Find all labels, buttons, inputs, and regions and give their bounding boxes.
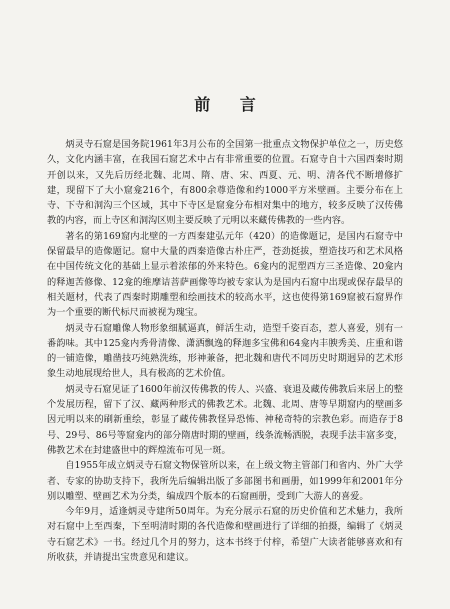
paragraph-3: 炳灵寺石窟雕像人物形象细腻逼真，鲜活生动，造型千姿百态，惹人喜爱，别有一番韵味。其中125龛内秀骨清像、潇洒飘逸的释迦多宝佛和64龛内丰腴秀美、庄重和谐的一铺造像，雕凿技巧纯熟洗练，形神兼备，把北魏和唐代不同历史时期迥异的艺术形象生动地展现给世人，具有极高的艺术价值。 (47, 322, 403, 380)
paragraph-5: 自1955年成立炳灵寺石窟文物保管所以来，在上级文物主管部门和省内、外广大学者、专家的协助支持下，我所先后编辑出版了多部图书和画册，如1999年和2001年分别以雕塑、壁画艺术为分类，编成四个版本的石窟画册，受到广大游人的喜爱。 (47, 460, 403, 502)
paragraph-1: 炳灵寺石窟是国务院1961年3月公布的全国第一批重点文物保护单位之一，历史悠久，文化内涵丰富，在我国石窟艺术中占有非常重要的位置。石窟寺自十六国西秦时期开创以来，又先后历经北魏、北周、隋、唐、宋、西夏、元、明、清各代不断增修扩建，现留下了大小窟龛216个，有800余尊造像和约1000平方米壁画。主要分布在上寺、下寺和洞沟三个区域，其中下寺区是窟龛分布相对集中的地方，较多反映了汉传佛教的内容，而上寺区和洞沟区则主要反映了元明以来藏传佛教的一些内容。 (47, 139, 403, 227)
paragraph-2: 著名的第169窟内北壁的一方西秦建弘元年（420）的造像题记，是国内石窟寺中保留最早的造像题记。窟中大量的西秦造像古朴庄严，苍劲挺拔，塑造技巧和艺术风格在中国传统文化的基础上显示着浓郁的外来特色。6龛内的泥塑西方三圣造像、20龛内的释迦苦修像、12龛的维摩诘菩萨画像等均被专家认为是国内石窟中出现或保存最早的相关题材，代表了西秦时期雕塑和绘画技术的较高水平，这也使得第169窟被石窟界作为一个重要的断代标尺而被视为瑰宝。 (47, 230, 403, 319)
page-title: 前 言 (194, 95, 268, 114)
paragraph-4: 炳灵寺石窟见证了1600年前汉传佛教的传人、兴盛、衰退及藏传佛教后来居上的整个发展历程，留下了汉、藏两种形式的佛教艺术。北魏、北周、唐等早期窟内的壁画多因元明以来的刷新重绘，彰显了藏传佛教怪异恐怖、神秘奇特的宗教色彩。而造存于8号、29号、86号等窟龛内的部分隋唐时期的壁画，线条流畅洒脱，表现手法丰富多变，佛教艺术在封建盛世中的辉煌流布可见一斑。 (47, 383, 403, 456)
paragraph-6: 今年9月，适逢炳灵寺建所50周年。为充分展示石窟的历史价值和艺术魅力，我所对石窟中上至西秦，下至明清时期的各代造像和壁画进行了详细的拍摄，编辑了《炳灵寺石窟艺术》一书。经过几个月的努力，这本书终于付梓，希望广大读者能够喜欢和有所收获，并请提出宝贵意见和建议。 (47, 506, 403, 564)
